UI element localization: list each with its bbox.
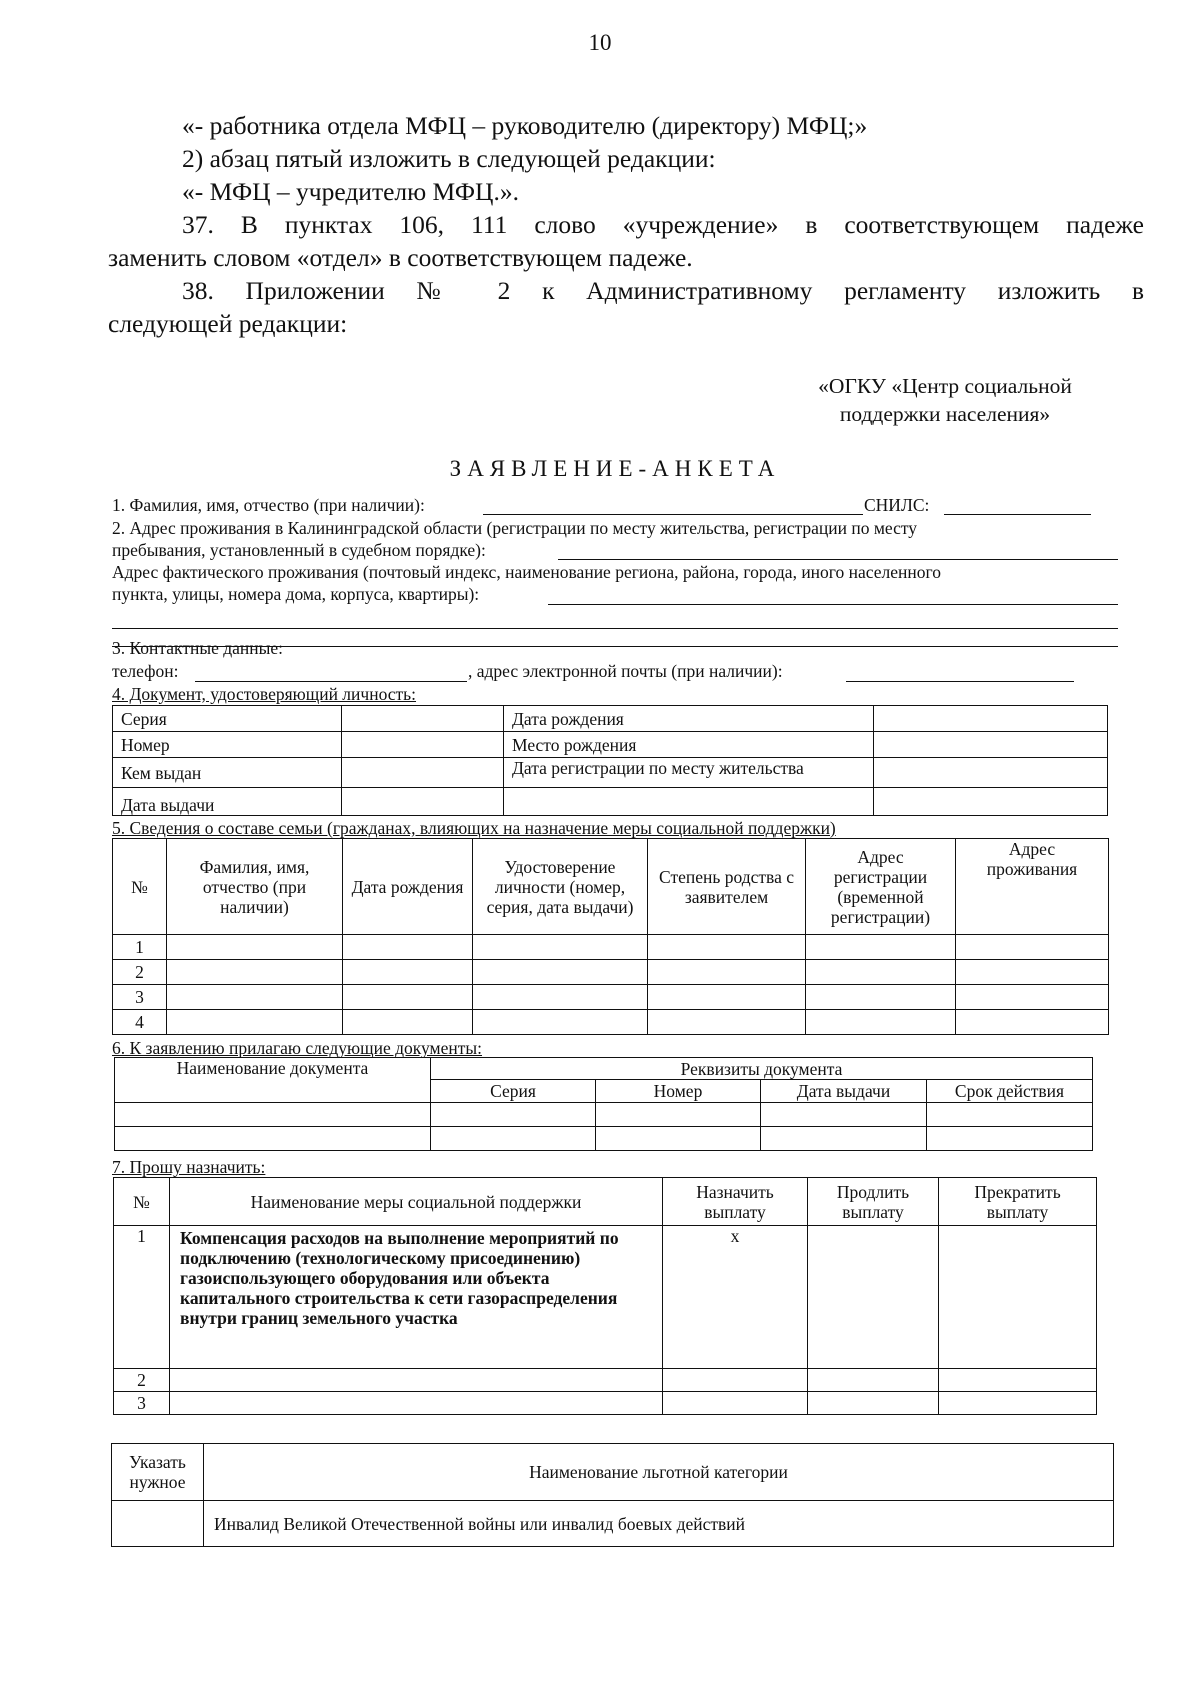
family-cell[interactable] [956, 960, 1109, 985]
family-cell[interactable] [343, 960, 473, 985]
stop-cell[interactable] [939, 1392, 1097, 1415]
row-number: 4 [113, 1010, 167, 1035]
docs-col-number: Номер [596, 1080, 761, 1103]
id-doc-value[interactable] [504, 788, 874, 816]
family-col-address: Адрес проживания [956, 839, 1109, 935]
stop-cell[interactable] [939, 1226, 1097, 1369]
id-doc-value[interactable] [874, 706, 1108, 732]
email-field[interactable] [846, 681, 1074, 682]
docs-header-row [115, 1058, 1093, 1080]
family-cell[interactable] [648, 985, 806, 1010]
docs-cell[interactable] [596, 1127, 761, 1151]
address-actual-line-1: Адрес фактического проживания (почтовый индекс, наименование региона, района, города, иного населенного [112, 562, 942, 582]
family-col-fio: Фамилия, имя, отчество (при наличии) [167, 839, 343, 935]
benefit-col-name: Наименование льготной категории [204, 1444, 1114, 1501]
address-reg-line-1: 2. Адрес проживания в Калининградской области (регистрации по месту жительства, регистрации по месту [112, 518, 918, 538]
family-header-row [113, 839, 1109, 935]
paragraph-38-line-1: 38. Приложении № 2 к Административному регламенту изложить в [182, 276, 1144, 305]
id-doc-row [113, 732, 1108, 758]
family-cell[interactable] [473, 935, 648, 960]
family-col-relation: Степень родства с заявителем [648, 839, 806, 935]
form-title: ЗАЯВЛЕНИЕ-АНКЕТА [449, 456, 781, 481]
table-row [115, 1103, 1093, 1127]
family-cell[interactable] [648, 1010, 806, 1035]
table-row [114, 1226, 1097, 1369]
address-actual-line-2: пункта, улицы, номера дома, корпуса, квартиры): [112, 584, 480, 604]
family-cell[interactable] [473, 985, 648, 1010]
id-doc-label: Место рождения [504, 732, 874, 758]
row-number: 1 [114, 1226, 170, 1369]
id-doc-label: Номер [113, 732, 342, 758]
paragraph-37-line-2: заменить словом «отдел» в соответствующем падеже. [108, 243, 693, 272]
measure-name: Компенсация расходов на выполнение мероприятий по подключению (технологическому присоединению) газоиспользующего оборудования или объекта капитального строительства к сети газораспределения внутри границ земельного участка [170, 1226, 663, 1369]
family-col-id: Удостоверение личности (номер, серия, дата выдачи) [473, 839, 648, 935]
intro-line-1: «- работника отдела МФЦ – руководителю (директору) МФЦ;» [182, 111, 868, 140]
id-doc-title: 4. Документ, удостоверяющий личность: [112, 684, 417, 704]
docs-cell[interactable] [761, 1127, 927, 1151]
docs-cell[interactable] [431, 1127, 596, 1151]
id-doc-table [112, 705, 1108, 816]
docs-cell[interactable] [927, 1127, 1093, 1151]
assign-cell[interactable] [663, 1369, 808, 1392]
row-number: 3 [114, 1392, 170, 1415]
table-row [113, 1010, 1109, 1035]
extend-cell[interactable] [808, 1369, 939, 1392]
phone-field[interactable] [195, 681, 467, 682]
docs-cell[interactable] [927, 1103, 1093, 1127]
attached-docs-title: 6. К заявлению прилагаю следующие документы: [112, 1038, 483, 1058]
id-doc-value[interactable] [874, 758, 1108, 788]
row-number: 2 [114, 1369, 170, 1392]
snils-field[interactable] [944, 514, 1091, 515]
id-doc-value[interactable] [342, 788, 504, 816]
row-number: 3 [113, 985, 167, 1010]
table-row [113, 935, 1109, 960]
intro-line-3: «- МФЦ – учредителю МФЦ.». [182, 177, 519, 206]
family-cell[interactable] [806, 1010, 956, 1035]
request-table [113, 1177, 1097, 1415]
snils-label: СНИЛС: [864, 495, 930, 515]
family-cell[interactable] [806, 960, 956, 985]
table-row [115, 1127, 1093, 1151]
measure-cell[interactable] [170, 1369, 663, 1392]
request-col-no: № [114, 1178, 170, 1226]
family-cell[interactable] [343, 935, 473, 960]
request-title: 7. Прошу назначить: [112, 1157, 266, 1177]
id-doc-value[interactable] [342, 732, 504, 758]
family-cell[interactable] [343, 1010, 473, 1035]
family-cell[interactable] [648, 935, 806, 960]
docs-cell[interactable] [431, 1103, 596, 1127]
address-reg-field[interactable] [558, 559, 1118, 560]
paragraph-38-line-2: следующей редакции: [108, 309, 348, 338]
extend-cell[interactable] [808, 1392, 939, 1415]
id-doc-value[interactable] [874, 732, 1108, 758]
id-doc-label: Кем выдан [113, 758, 342, 788]
addressee-line-1: «ОГКУ «Центр социальной [818, 374, 1072, 398]
docs-cell[interactable] [115, 1127, 431, 1151]
contacts-title: 3. Контактные данные: [112, 638, 284, 658]
docs-col-requisites: Реквизиты документа [431, 1058, 1093, 1080]
measure-cell[interactable] [170, 1392, 663, 1415]
docs-cell[interactable] [596, 1103, 761, 1127]
family-cell[interactable] [806, 935, 956, 960]
row-number: 1 [113, 935, 167, 960]
docs-col-validity: Срок действия [927, 1080, 1093, 1103]
attached-docs-table [114, 1057, 1093, 1151]
assign-cell[interactable] [663, 1392, 808, 1415]
benefit-category-table [111, 1443, 1114, 1547]
table-row [113, 985, 1109, 1010]
address-actual-field-2[interactable] [112, 628, 1118, 629]
family-cell[interactable] [648, 960, 806, 985]
address-actual-field[interactable] [548, 604, 1118, 605]
family-cell[interactable] [473, 960, 648, 985]
assign-mark[interactable]: х [663, 1226, 808, 1369]
family-col-no: № [113, 839, 167, 935]
id-doc-label: Серия [113, 706, 342, 732]
table-row [112, 1501, 1114, 1547]
docs-col-name: Наименование документа [115, 1058, 431, 1103]
family-title: 5. Сведения о составе семьи (гражданах, влияющих на назначение меры социальной поддержки) [112, 818, 836, 838]
address-reg-line-2: пребывания, установленный в судебном порядке): [112, 540, 486, 560]
family-cell[interactable] [167, 1010, 343, 1035]
addressee [780, 372, 1110, 428]
id-doc-label: Дата выдачи [113, 788, 342, 816]
benefit-col-mark: Указать нужное [112, 1444, 204, 1501]
family-col-birth: Дата рождения [343, 839, 473, 935]
section-1 [112, 495, 1112, 516]
fio-label: 1. Фамилия, имя, отчество (при наличии): [112, 495, 425, 515]
table-row [114, 1369, 1097, 1392]
docs-col-series: Серия [431, 1080, 596, 1103]
family-cell[interactable] [473, 1010, 648, 1035]
id-doc-value[interactable] [342, 706, 504, 732]
docs-col-issue-date: Дата выдачи [761, 1080, 927, 1103]
family-cell[interactable] [956, 935, 1109, 960]
table-row [114, 1392, 1097, 1415]
family-cell[interactable] [806, 985, 956, 1010]
request-col-assign: Назначить выплату [663, 1178, 808, 1226]
family-cell[interactable] [167, 935, 343, 960]
phone-label: телефон: [112, 661, 179, 681]
benefit-checkbox-cell[interactable] [112, 1501, 204, 1547]
page-number: 10 [588, 30, 612, 55]
request-col-measure: Наименование меры социальной поддержки [170, 1178, 663, 1226]
row-number: 2 [113, 960, 167, 985]
intro-line-2: 2) абзац пятый изложить в следующей редакции: [182, 144, 716, 173]
family-cell[interactable] [343, 985, 473, 1010]
family-cell[interactable] [956, 985, 1109, 1010]
paragraph-37-line-1: 37. В пунктах 106, 111 слово «учреждение» в соответствующем падеже [182, 210, 1144, 239]
request-col-stop: Прекратить выплату [939, 1178, 1097, 1226]
benefit-header-row [112, 1444, 1114, 1501]
id-doc-label: Дата рождения [504, 706, 874, 732]
request-col-extend: Продлить выплату [808, 1178, 939, 1226]
benefit-category-name: Инвалид Великой Отечественной войны или инвалид боевых действий [204, 1501, 1114, 1547]
family-cell[interactable] [167, 960, 343, 985]
addressee-line-2: поддержки населения» [839, 402, 1051, 426]
family-cell[interactable] [956, 1010, 1109, 1035]
family-cell[interactable] [167, 985, 343, 1010]
stop-cell[interactable] [939, 1369, 1097, 1392]
docs-cell[interactable] [115, 1103, 431, 1127]
id-doc-row [113, 758, 1108, 788]
table-row [113, 960, 1109, 985]
id-doc-value[interactable] [342, 758, 504, 788]
docs-cell[interactable] [761, 1103, 927, 1127]
email-label: , адрес электронной почты (при наличии): [468, 661, 783, 681]
id-doc-row [113, 706, 1108, 732]
fio-field[interactable] [483, 514, 863, 515]
family-col-reg-address: Адрес регистрации (временной регистрации) [806, 839, 956, 935]
id-doc-value[interactable] [874, 788, 1108, 816]
family-table [112, 838, 1109, 1035]
id-doc-row [113, 788, 1108, 816]
extend-cell[interactable] [808, 1226, 939, 1369]
id-doc-label: Дата регистрации по месту жительства [504, 758, 874, 788]
request-header-row [114, 1178, 1097, 1226]
